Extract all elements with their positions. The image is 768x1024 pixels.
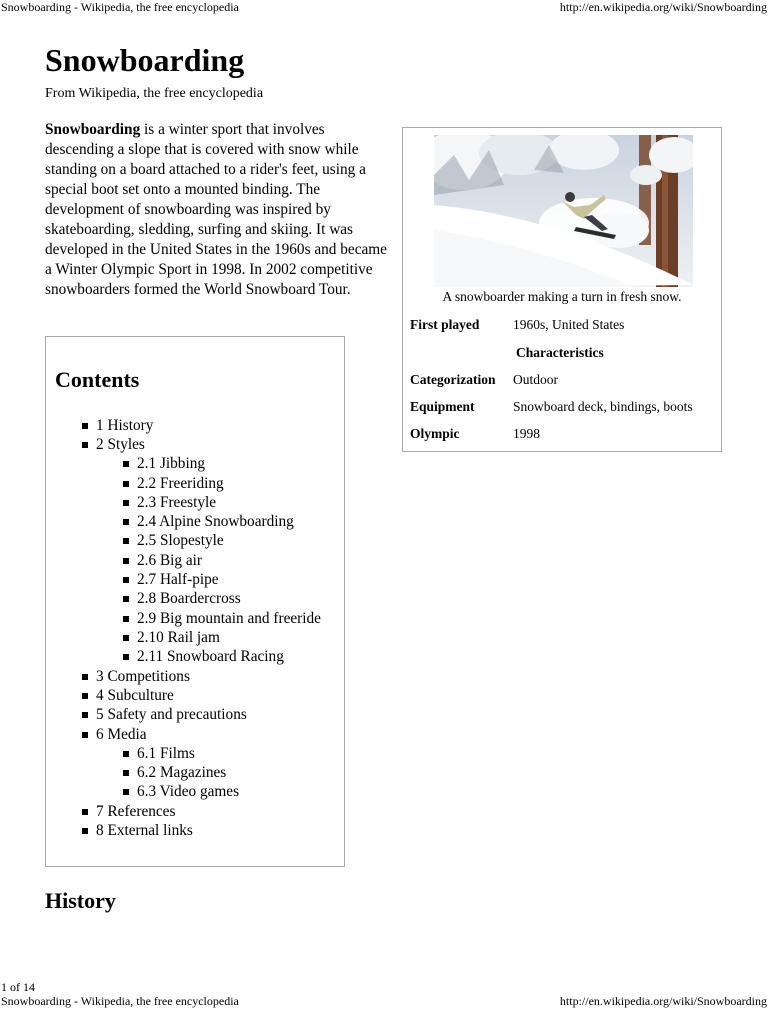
toc-link-text: 8 External links [96, 822, 193, 839]
bullet-icon [123, 538, 129, 544]
bullet-icon [82, 828, 88, 834]
toc-link-half-pipe[interactable] [137, 570, 219, 589]
bullet-icon [123, 577, 129, 583]
toc-link-text: 2.8 Boardercross [137, 590, 241, 607]
toc-link-text: 6.2 Magazines [137, 764, 227, 781]
toc-link-text: 4 Subculture [96, 687, 174, 704]
toc-link-alpine-snowboarding[interactable] [137, 512, 294, 531]
toc-link-text: 2.9 Big mountain and freeride [137, 610, 321, 627]
section-heading-history: History [45, 888, 116, 913]
toc-link-freestyle[interactable] [137, 493, 216, 512]
toc-link-text: 2.11 Snowboard Racing [137, 648, 284, 665]
toc-link-text: 3 Competitions [96, 668, 190, 685]
page-count: 1 of 14 [1, 980, 35, 994]
toc-link-references[interactable] [96, 802, 175, 821]
toc-link-text: 2 Styles [96, 436, 145, 453]
infobox-label: Equipment [410, 399, 475, 414]
toc-link-text: 2.4 Alpine Snowboarding [137, 513, 294, 530]
infobox-value: Outdoor [513, 372, 558, 387]
toc-link-text: 2.6 Big air [137, 552, 203, 569]
bullet-icon [82, 442, 88, 448]
intro-paragraph [45, 120, 390, 300]
page-title: Snowboarding [45, 42, 245, 78]
page-tagline: From Wikipedia, the free encyclopedia [45, 86, 264, 101]
toc-link-text: 7 References [96, 803, 176, 820]
snowboarder-photo[interactable] [434, 135, 693, 287]
header-title: Snowboarding - Wikipedia, the free encyclopedia [1, 0, 239, 14]
toc-link-text: 2.10 Rail jam [137, 629, 220, 646]
table-of-contents [45, 336, 345, 867]
toc-link-films[interactable] [137, 744, 195, 763]
bullet-icon [123, 481, 129, 487]
toc-link-text: 2.2 Freeriding [137, 475, 224, 492]
infobox-label: Olympic [410, 426, 460, 441]
infobox-subheader: Characteristics [516, 345, 604, 360]
image-caption: A snowboarder making a turn in fresh snow. [442, 289, 682, 304]
toc-link-safety[interactable] [96, 705, 247, 724]
toc-link-text: 2.5 Slopestyle [137, 532, 224, 549]
bullet-icon [82, 712, 88, 718]
infobox-value: 1998 [513, 426, 540, 441]
toc-link-external-links[interactable] [96, 821, 193, 840]
toc-link-video-games[interactable] [137, 782, 239, 801]
infobox-value: 1960s, United States [513, 317, 625, 332]
bullet-icon [123, 596, 129, 602]
infobox-label: Categorization [410, 372, 496, 387]
intro-bold-term: Snowboarding [45, 121, 141, 138]
toc-link-subculture[interactable] [96, 686, 174, 705]
toc-link-text: 2.1 Jibbing [137, 455, 205, 472]
toc-link-text: 2.7 Half-pipe [137, 571, 219, 588]
header-url: http://en.wikipedia.org/wiki/Snowboarding [559, 0, 767, 14]
toc-link-boardercross[interactable] [137, 589, 241, 608]
toc-link-big-mountain[interactable] [137, 609, 321, 628]
toc-link-text: 2.3 Freestyle [137, 494, 217, 511]
snowboarder-photo-svg [434, 135, 693, 287]
toc-link-text: 5 Safety and precautions [96, 706, 247, 723]
bullet-icon [123, 789, 129, 795]
toc-link-history[interactable] [96, 416, 153, 435]
toc-link-freeriding[interactable] [137, 474, 224, 493]
footer-url: http://en.wikipedia.org/wiki/Snowboarding [559, 994, 767, 1008]
bullet-icon [123, 751, 129, 757]
bullet-icon [123, 519, 129, 525]
infobox [402, 127, 722, 452]
toc-link-text: 6 Media [96, 726, 147, 743]
infobox-value: Snowboard deck, bindings, boots [513, 399, 693, 414]
bullet-icon [123, 558, 129, 564]
toc-link-slopestyle[interactable] [137, 531, 224, 550]
bullet-icon [82, 693, 88, 699]
bullet-icon [82, 674, 88, 680]
infobox-label: First played [410, 317, 480, 332]
footer-title: Snowboarding - Wikipedia, the free encyclopedia [1, 994, 239, 1008]
toc-link-styles[interactable] [96, 435, 145, 454]
bullet-icon [123, 461, 129, 467]
bullet-icon [123, 616, 129, 622]
bullet-icon [82, 809, 88, 815]
bullet-icon [82, 732, 88, 738]
bullet-icon [123, 500, 129, 506]
toc-link-magazines[interactable] [137, 763, 226, 782]
toc-link-media[interactable] [96, 725, 147, 744]
toc-link-competitions[interactable] [96, 667, 190, 686]
bullet-icon [123, 654, 129, 660]
toc-link-big-air[interactable] [137, 551, 202, 570]
toc-link-rail-jam[interactable] [137, 628, 220, 647]
bullet-icon [82, 423, 88, 429]
toc-link-text: 1 History [96, 417, 154, 434]
intro-text: is a winter sport that involves descending a slope that is covered with snow while standing on a board attached to a rider's feet, using a special boot set onto a mounted binding. The development of snowboarding was inspired by skateboarding, sledding, surfing and skiing. It was developed in the United States in the 1960s and became a Winter Olympic Sport in 1998. In 2002 competitive snowboarders formed the World Snowboard Tour. [45, 121, 387, 298]
toc-link-text: 6.1 Films [137, 745, 195, 762]
toc-link-text: 6.3 Video games [137, 783, 240, 800]
toc-link-jibbing[interactable] [137, 454, 205, 473]
toc-title: Contents [55, 367, 140, 392]
bullet-icon [123, 635, 129, 641]
bullet-icon [123, 770, 129, 776]
toc-link-snowboard-racing[interactable] [137, 647, 284, 666]
